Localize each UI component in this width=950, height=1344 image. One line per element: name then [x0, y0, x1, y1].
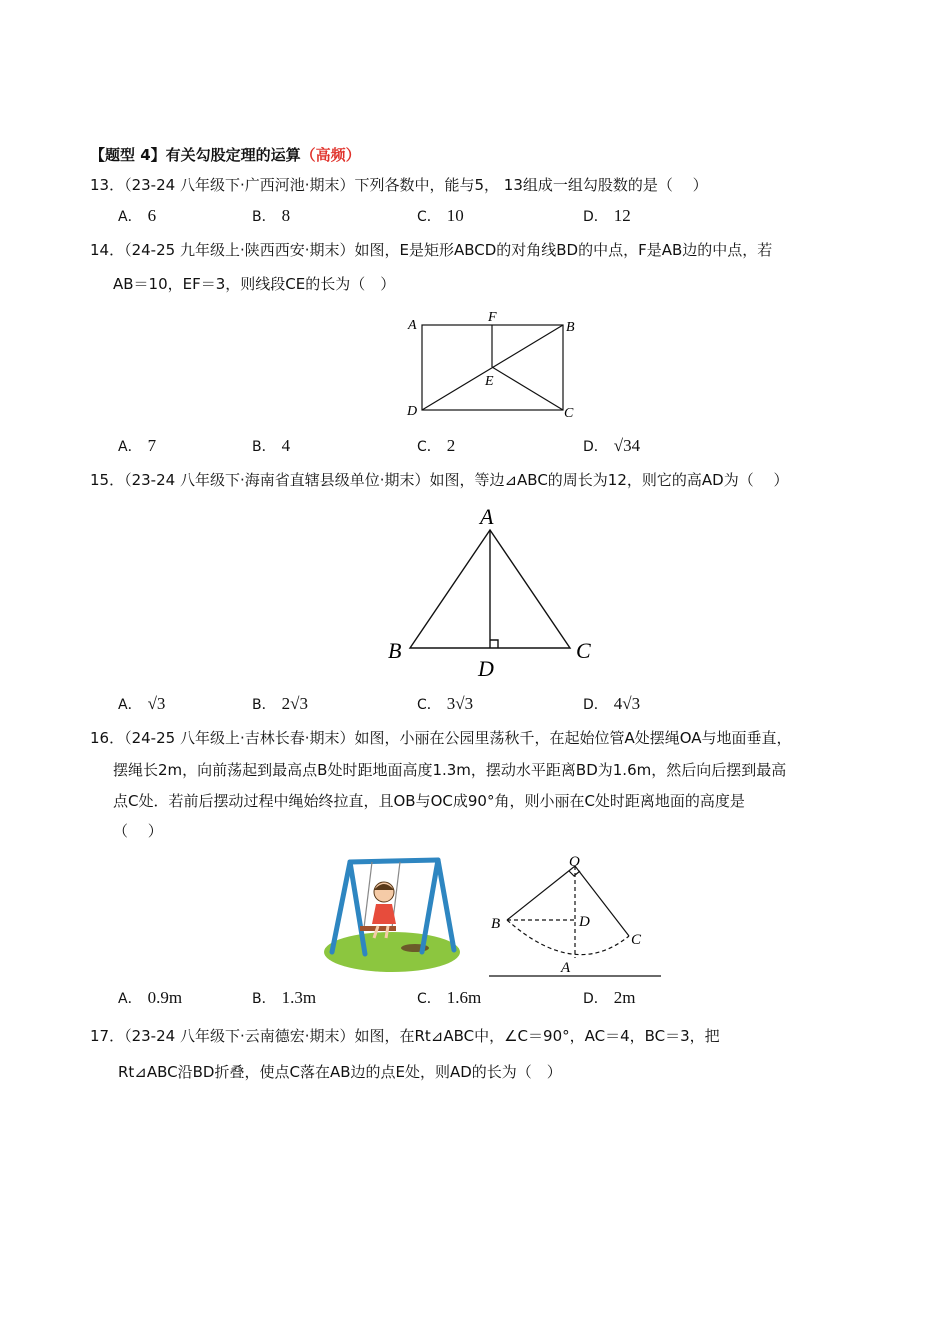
q13-option-b: B． 8 [252, 206, 291, 225]
label-o: O [569, 854, 580, 870]
question-15-text: 15．（23-24 八年级下·海南省直辖县级单位·期末）如图，等边⊿ABC的周长为12，则它的高AD为（ ） [90, 471, 789, 489]
label-e: E [485, 374, 494, 389]
question-16-line-3: 点C处．若前后摆动过程中绳始终拉直，且OB与OC成90°角，则小丽在C处时距离地面的高度是 [113, 792, 745, 810]
q16-option-d: D． 2m [583, 988, 636, 1007]
label-b: B [388, 638, 402, 663]
heading-tag: （高频） [300, 146, 361, 164]
question-16-line-2: 摆绳长2m，向前荡起到最高点B处时距地面高度1.3m，摆动水平距离BD为1.6m，然后向后摆到最高 [113, 761, 787, 779]
label-b: B [491, 916, 501, 932]
q14-rectangle-figure [400, 305, 590, 423]
q14-option-b: B． 4 [252, 436, 291, 455]
q13-option-c: C． 10 [417, 206, 464, 225]
q13-option-d: D． 12 [583, 206, 631, 225]
question-14-line-2: AB＝10，EF＝3，则线段CE的长为（ ） [113, 275, 396, 293]
question-17-line-2: Rt⊿ABC沿BD折叠，使点C落在AB边的点E处，则AD的长为（ ） [118, 1063, 562, 1081]
label-c: C [631, 932, 642, 948]
q14-option-d: D． √34 [583, 436, 641, 455]
label-b: B [566, 320, 575, 335]
label-a: A [561, 960, 571, 976]
question-13-text: 13．（23-24 八年级下·广西河池·期末）下列各数中，能与5， 13组成一组勾股数的是（ ） [90, 176, 708, 194]
q16-swing-illustration [320, 852, 470, 977]
question-16-line-4: （ ） [113, 822, 163, 840]
label-d: D [407, 404, 418, 419]
label-d: D [579, 914, 590, 930]
q15-triangle-figure [380, 500, 600, 685]
question-14-line-1: 14．（24-25 九年级上·陕西西安·期末）如图，E是矩形ABCD的对角线BD的中点，F是AB边的中点，若 [90, 241, 773, 259]
q16-option-b: B． 1.3m [252, 988, 317, 1007]
label-a: A [480, 504, 494, 529]
q14-option-c: C． 2 [417, 436, 456, 455]
q15-option-c: C． 3√3 [417, 694, 474, 713]
label-c: C [576, 638, 591, 663]
q13-option-a: A． 6 [118, 206, 157, 225]
label-c: C [564, 406, 574, 421]
q15-option-a: A． √3 [118, 694, 166, 713]
question-16-line-1: 16．（24-25 八年级上·吉林长春·期末）如图，小丽在公园里荡秋千，在起始位管A处摆绳OA与地面垂直， [90, 729, 792, 747]
q16-option-a: A． 0.9m [118, 988, 183, 1007]
right-angle-mark [490, 640, 498, 648]
heading-title: 【题型 4】有关勾股定理的运算 [90, 146, 301, 164]
section-heading [90, 144, 361, 165]
q16-swing-diagram [485, 850, 665, 980]
swing-arc [507, 920, 629, 955]
label-f: F [488, 310, 497, 325]
rope-ob [507, 866, 575, 920]
segment-ec [492, 367, 563, 410]
label-d: D [478, 656, 494, 681]
q16-option-c: C． 1.6m [417, 988, 482, 1007]
q14-option-a: A． 7 [118, 436, 157, 455]
question-17-line-1: 17．（23-24 八年级下·云南德宏·期末）如图，在Rt⊿ABC中，∠C＝90°，AC＝4，BC＝3，把 [90, 1027, 720, 1045]
q15-option-b: B． 2√3 [252, 694, 308, 713]
q15-option-d: D． 4√3 [583, 694, 641, 713]
label-a: A [408, 318, 417, 333]
